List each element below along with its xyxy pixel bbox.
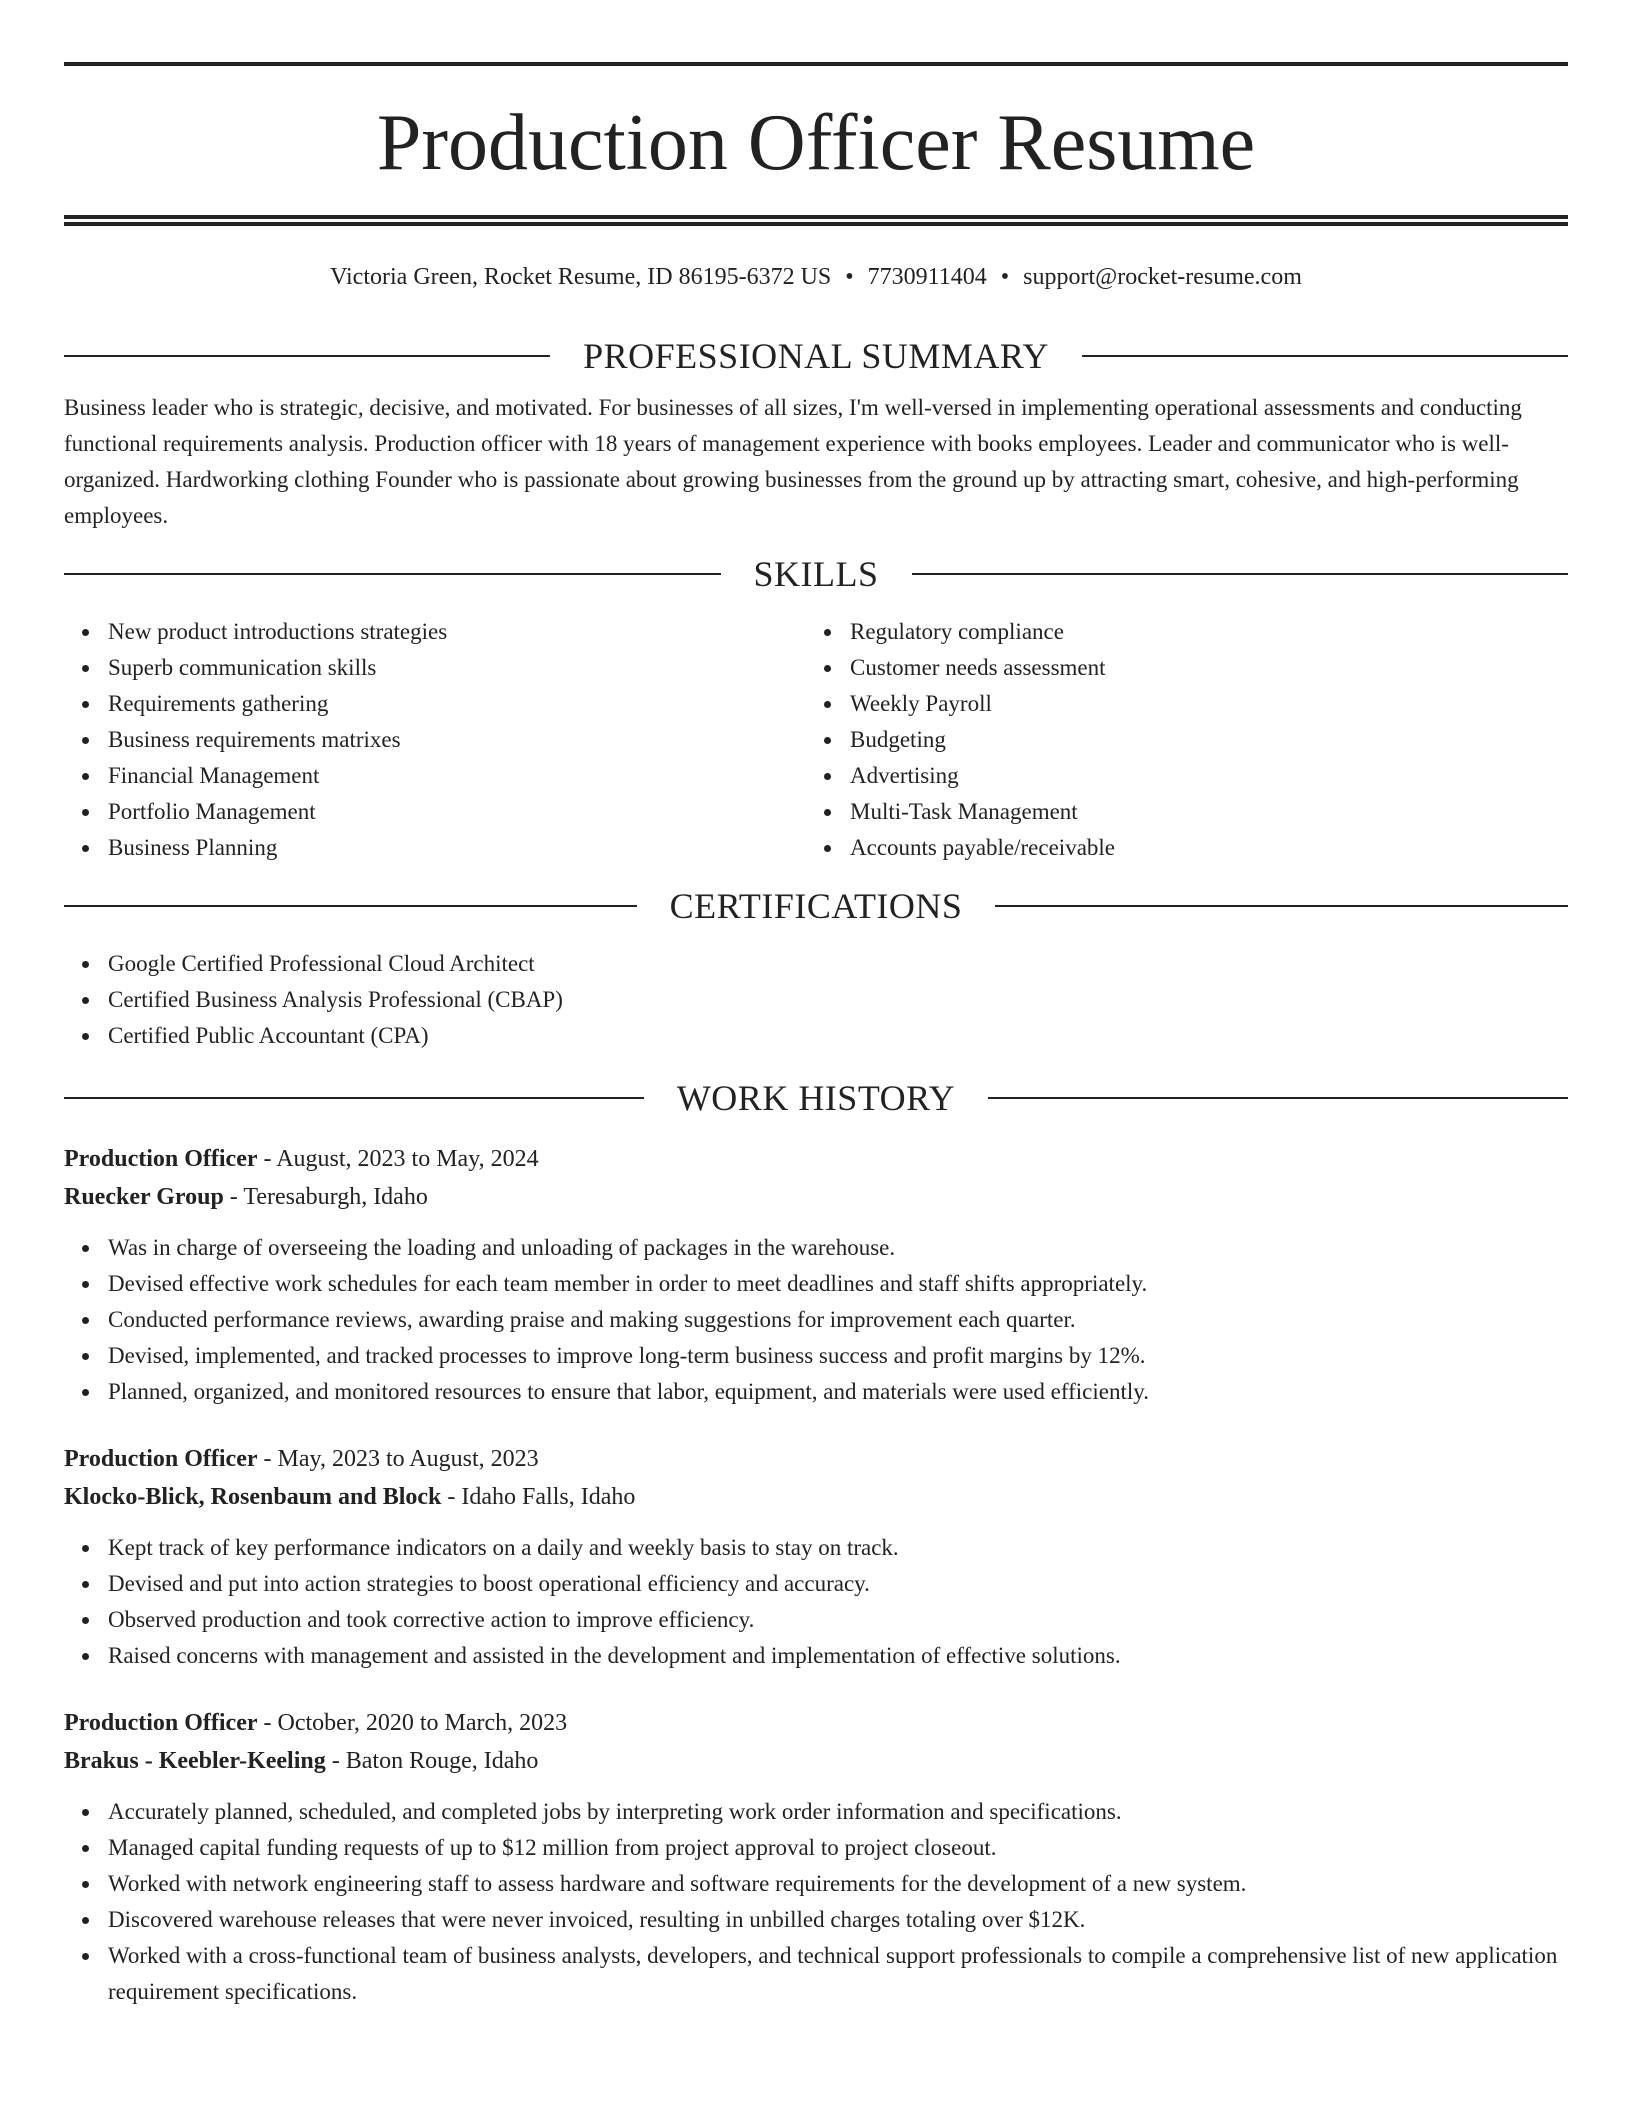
- contact-email: support@rocket-resume.com: [1023, 264, 1302, 290]
- skill-item: Business Planning: [108, 830, 806, 866]
- work-heading-label: WORK HISTORY: [676, 1078, 956, 1118]
- skills-list-left: [64, 614, 806, 866]
- job-bullet: Planned, organized, and monitored resources to ensure that labor, equipment, and materials were used efficiently.: [108, 1374, 1568, 1410]
- heading-rule-left: [64, 355, 550, 357]
- job-bullet: Was in charge of overseeing the loading and unloading of packages in the warehouse.: [108, 1230, 1568, 1266]
- top-rule: [64, 62, 1568, 66]
- skills-list-right: [806, 614, 1568, 866]
- job-bullet: Devised, implemented, and tracked processes to improve long-term business success and profit margins by 12%.: [108, 1338, 1568, 1374]
- skill-item: Budgeting: [850, 722, 1568, 758]
- heading-rule-right: [1082, 355, 1568, 357]
- summary-text: Business leader who is strategic, decisive, and motivated. For businesses of all sizes, I'm well-versed in implementing operational assessments and conducting functional requirements analysis. Production officer with 18 years of management experience with books employees. Leader and communicator who is well-organized. Hardworking clothing Founder who is passionate about growing businesses from the ground up by attracting smart, cohesive, and high-performing employees.: [64, 395, 1522, 528]
- job-bullet: Devised effective work schedules for each team member in order to meet deadlines and staff shifts appropriately.: [108, 1266, 1568, 1302]
- certifications-list: [64, 946, 1568, 1054]
- job-dates: August, 2023 to May, 2024: [276, 1146, 539, 1172]
- heading-rule-right: [988, 1097, 1568, 1099]
- job-title-line: Production Officer - August, 2023 to May, 2024: [64, 1146, 539, 1172]
- skill-item: Regulatory compliance: [850, 614, 1568, 650]
- skills-heading: [64, 554, 1568, 594]
- job-entry: [64, 1440, 1568, 1674]
- skill-item: Customer needs assessment: [850, 650, 1568, 686]
- title-double-rule: [64, 215, 1568, 226]
- job-title-line: Production Officer - October, 2020 to March, 2023: [64, 1710, 568, 1736]
- job-company-line: Brakus - Keebler-Keeling - Baton Rouge, Idaho: [64, 1748, 539, 1774]
- certification-item: Google Certified Professional Cloud Architect: [108, 946, 1568, 982]
- job-bullet: Conducted performance reviews, awarding praise and making suggestions for improvement each quarter.: [108, 1302, 1568, 1338]
- job-dates: October, 2020 to March, 2023: [277, 1710, 568, 1736]
- certifications-heading-label: CERTIFICATIONS: [669, 886, 963, 926]
- job-title: Production Officer: [64, 1146, 258, 1172]
- job-bullet: Observed production and took corrective action to improve efficiency.: [108, 1602, 1568, 1638]
- job-title: Production Officer: [64, 1446, 258, 1472]
- work-heading: [64, 1078, 1568, 1118]
- job-company: Klocko-Blick, Rosenbaum and Block: [64, 1484, 442, 1510]
- job-title-line: Production Officer - May, 2023 to August, 2023: [64, 1446, 539, 1472]
- skill-item: Multi-Task Management: [850, 794, 1568, 830]
- heading-rule-right: [912, 573, 1569, 575]
- skills-heading-label: SKILLS: [753, 554, 879, 594]
- skills-grid: [64, 614, 1568, 866]
- job-bullet: Accurately planned, scheduled, and completed jobs by interpreting work order information and specifications.: [108, 1794, 1568, 1830]
- job-bullets: [64, 1530, 1568, 1674]
- contact-line: [64, 262, 1568, 292]
- job-entry: [64, 1704, 1568, 2010]
- job-location: Baton Rouge, Idaho: [345, 1748, 539, 1774]
- contact-phone: 7730911404: [867, 264, 987, 290]
- job-bullets: [64, 1230, 1568, 1410]
- skill-item: Financial Management: [108, 758, 806, 794]
- contact-separator: •: [845, 264, 854, 290]
- heading-rule-left: [64, 573, 721, 575]
- job-entry: [64, 1140, 1568, 1410]
- summary-heading: [64, 336, 1568, 376]
- job-bullet: Devised and put into action strategies to boost operational efficiency and accuracy.: [108, 1566, 1568, 1602]
- job-bullet: Kept track of key performance indicators on a daily and weekly basis to stay on track.: [108, 1530, 1568, 1566]
- job-location: Teresaburgh, Idaho: [243, 1184, 428, 1210]
- skill-item: Accounts payable/receivable: [850, 830, 1568, 866]
- skill-item: Advertising: [850, 758, 1568, 794]
- skill-item: New product introductions strategies: [108, 614, 806, 650]
- skill-item: Requirements gathering: [108, 686, 806, 722]
- job-location: Idaho Falls, Idaho: [461, 1484, 636, 1510]
- contact-address: Victoria Green, Rocket Resume, ID 86195-6372 US: [330, 264, 832, 290]
- resume-content: [64, 62, 1568, 2010]
- heading-rule-left: [64, 1097, 644, 1099]
- heading-rule-right: [995, 905, 1568, 907]
- job-company-line: Ruecker Group - Teresaburgh, Idaho: [64, 1184, 428, 1210]
- job-bullet: Managed capital funding requests of up to $12 million from project approval to project closeout.: [108, 1830, 1568, 1866]
- certification-item: Certified Business Analysis Professional (CBAP): [108, 982, 1568, 1018]
- job-dates: May, 2023 to August, 2023: [277, 1446, 539, 1472]
- job-company: Brakus - Keebler-Keeling: [64, 1748, 326, 1774]
- contact-separator: •: [1000, 264, 1010, 290]
- certifications-heading: [64, 886, 1568, 926]
- resume-title: Production Officer Resume: [376, 99, 1256, 187]
- skill-item: Superb communication skills: [108, 650, 806, 686]
- job-bullet: Discovered warehouse releases that were never invoiced, resulting in unbilled charges totaling over $12K.: [108, 1902, 1568, 1938]
- job-bullet: Raised concerns with management and assisted in the development and implementation of effective solutions.: [108, 1638, 1568, 1674]
- job-bullet: Worked with network engineering staff to assess hardware and software requirements for the development of a new system.: [108, 1866, 1568, 1902]
- skill-item: Portfolio Management: [108, 794, 806, 830]
- heading-rule-left: [64, 905, 637, 907]
- skill-item: Weekly Payroll: [850, 686, 1568, 722]
- job-title: Production Officer: [64, 1710, 258, 1736]
- summary-heading-label: PROFESSIONAL SUMMARY: [583, 336, 1049, 376]
- job-company: Ruecker Group: [64, 1184, 224, 1210]
- skill-item: Business requirements matrixes: [108, 722, 806, 758]
- certification-item: Certified Public Accountant (CPA): [108, 1018, 1568, 1054]
- job-bullet: Worked with a cross-functional team of business analysts, developers, and technical support professionals to compile a comprehensive list of new application requirement specifications.: [108, 1938, 1568, 2010]
- job-bullets: [64, 1794, 1568, 2010]
- job-company-line: Klocko-Blick, Rosenbaum and Block - Idaho Falls, Idaho: [64, 1484, 636, 1510]
